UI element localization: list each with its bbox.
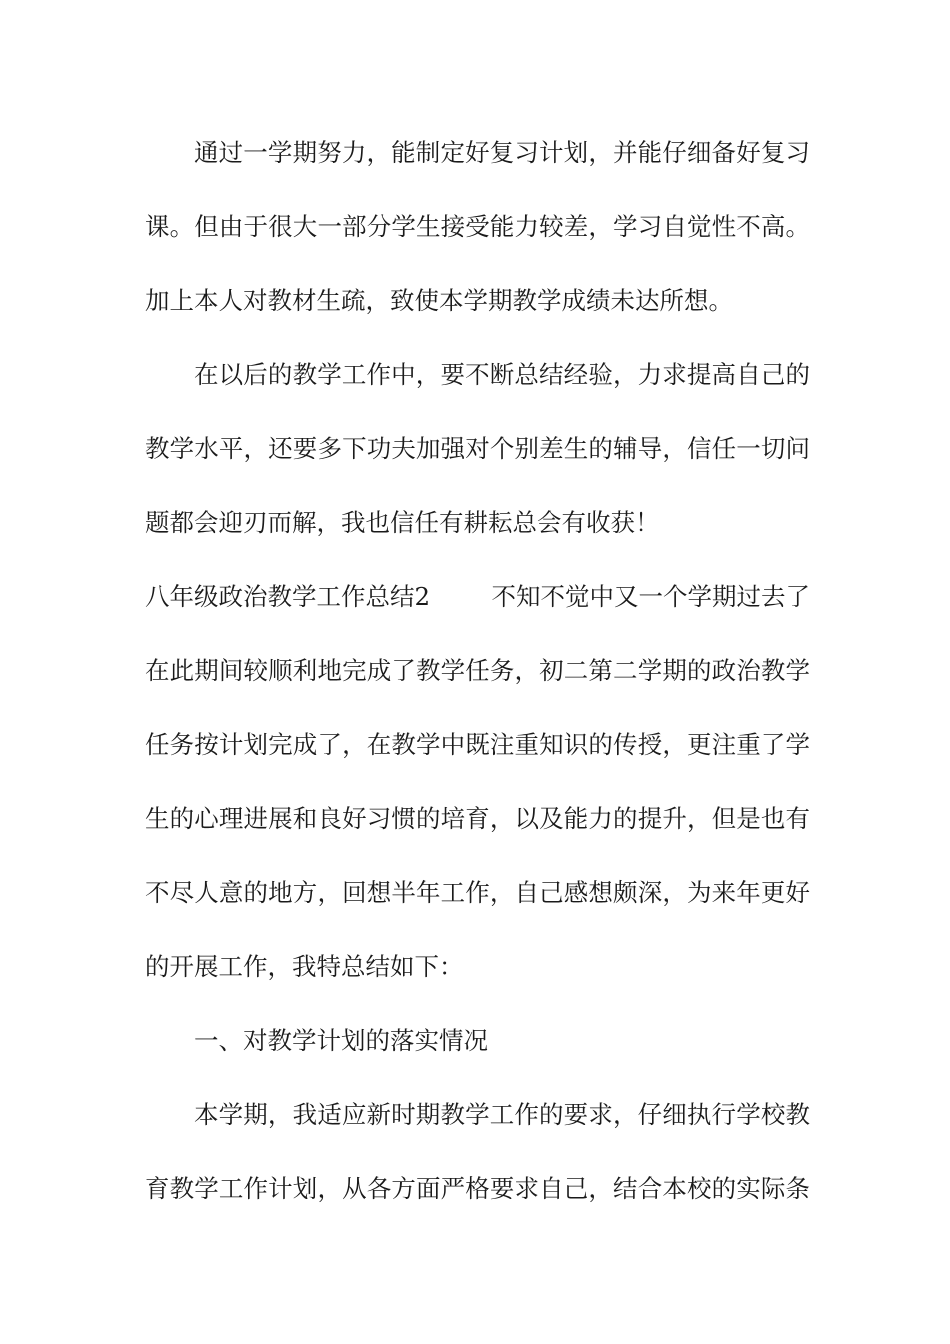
paragraph-line: 课。但由于很大一部分学生接受能力较差，学习自觉性不高。 bbox=[145, 212, 810, 241]
paragraph-line: 加上本人对教材生疏，致使本学期教学成绩未达所想。 bbox=[145, 286, 733, 315]
section-title-tail: 不知不觉中又一个学期过去了 bbox=[491, 582, 810, 611]
paragraph-line: 通过一学期努力，能制定好复习计划，并能仔细备好复习 bbox=[194, 138, 810, 167]
paragraph-line: 不尽人意的地方，回想半年工作，自己感想颇深，为来年更好 bbox=[145, 878, 810, 907]
paragraph-line: 的开展工作，我特总结如下： bbox=[145, 952, 464, 981]
paragraph-line: 任务按计划完成了，在教学中既注重知识的传授，更注重了学 bbox=[145, 730, 810, 759]
paragraph-line: 在以后的教学工作中，要不断总结经验，力求提高自己的 bbox=[194, 360, 810, 389]
section-title: 八年级政治教学工作总结2 bbox=[145, 582, 431, 611]
paragraph-line: 生的心理进展和良好习惯的培育，以及能力的提升，但是也有 bbox=[145, 804, 810, 833]
section-heading-line bbox=[145, 577, 810, 617]
paragraph-line: 题都会迎刃而解，我也信任有耕耘总会有收获！ bbox=[145, 508, 660, 537]
paragraph-line: 教学水平，还要多下功夫加强对个别差生的辅导，信任一切问 bbox=[145, 434, 810, 463]
paragraph-line: 育教学工作计划，从各方面严格要求自己，结合本校的实际条 bbox=[145, 1174, 810, 1203]
paragraph-line: 在此期间较顺利地完成了教学任务，初二第二学期的政治教学 bbox=[145, 656, 810, 685]
paragraph-line: 本学期，我适应新时期教学工作的要求，仔细执行学校教 bbox=[194, 1100, 810, 1129]
subheading-line: 一、对教学计划的落实情况 bbox=[194, 1026, 488, 1055]
